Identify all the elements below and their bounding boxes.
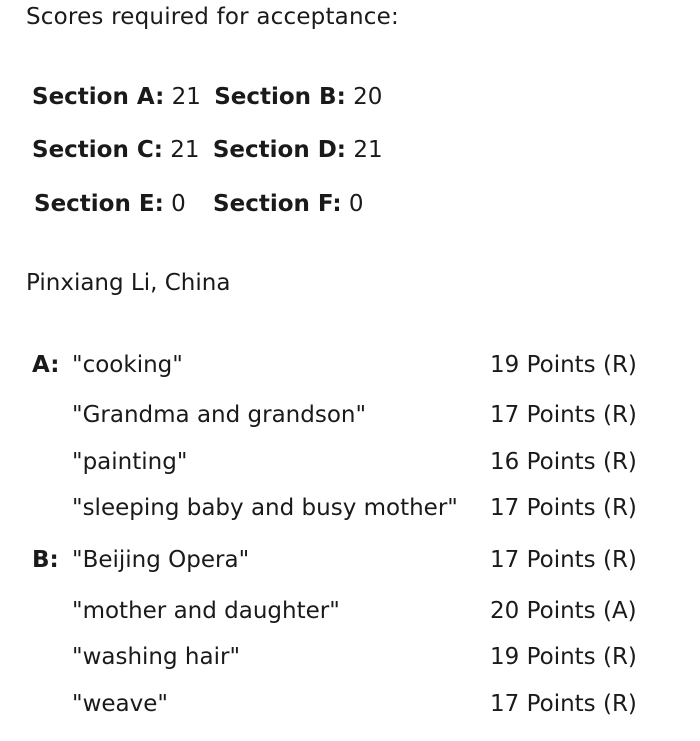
submission-title: "mother and daughter" xyxy=(72,598,340,624)
submission-points: 17 Points (R) xyxy=(490,495,637,521)
submission-title: "sleeping baby and busy mother" xyxy=(72,495,458,521)
requirement-label-b: Section B: xyxy=(214,84,346,110)
requirement-value-f: 0 xyxy=(348,191,364,217)
submission-points: 20 Points (A) xyxy=(490,598,637,624)
submission-points: 17 Points (R) xyxy=(490,547,637,573)
requirement-label-a: Section A: xyxy=(32,84,165,110)
submission-title: "Grandma and grandson" xyxy=(72,402,367,428)
submission-title: "Beijing Opera" xyxy=(72,547,250,573)
submission-section: B: xyxy=(32,547,59,573)
submission-points: 19 Points (R) xyxy=(490,644,637,670)
requirement-value-a: 21 xyxy=(171,84,201,110)
page-heading: Scores required for acceptance: xyxy=(26,4,399,30)
requirement-label-e: Section E: xyxy=(34,191,164,217)
submission-title: "weave" xyxy=(72,691,168,717)
submission-points: 16 Points (R) xyxy=(490,449,637,475)
requirement-row-ef xyxy=(34,191,370,217)
submission-title: "cooking" xyxy=(72,352,183,378)
requirement-label-d: Section D: xyxy=(212,137,346,163)
submission-points: 19 Points (R) xyxy=(490,352,637,378)
requirement-label-f: Section F: xyxy=(213,191,342,217)
submission-title: "painting" xyxy=(72,449,188,475)
requirement-value-c: 21 xyxy=(170,137,200,163)
requirement-row-ab xyxy=(32,84,388,110)
submission-points: 17 Points (R) xyxy=(490,402,637,428)
submission-title: "washing hair" xyxy=(72,644,241,670)
requirement-value-e: 0 xyxy=(171,191,186,217)
submission-section: A: xyxy=(32,352,60,378)
requirement-label-c: Section C: xyxy=(32,137,163,163)
requirement-value-d: 21 xyxy=(353,137,383,163)
requirement-row-cd xyxy=(32,137,389,163)
author-name: Pinxiang Li, China xyxy=(26,270,231,296)
submission-points: 17 Points (R) xyxy=(490,691,637,717)
requirement-value-b: 20 xyxy=(353,84,383,110)
